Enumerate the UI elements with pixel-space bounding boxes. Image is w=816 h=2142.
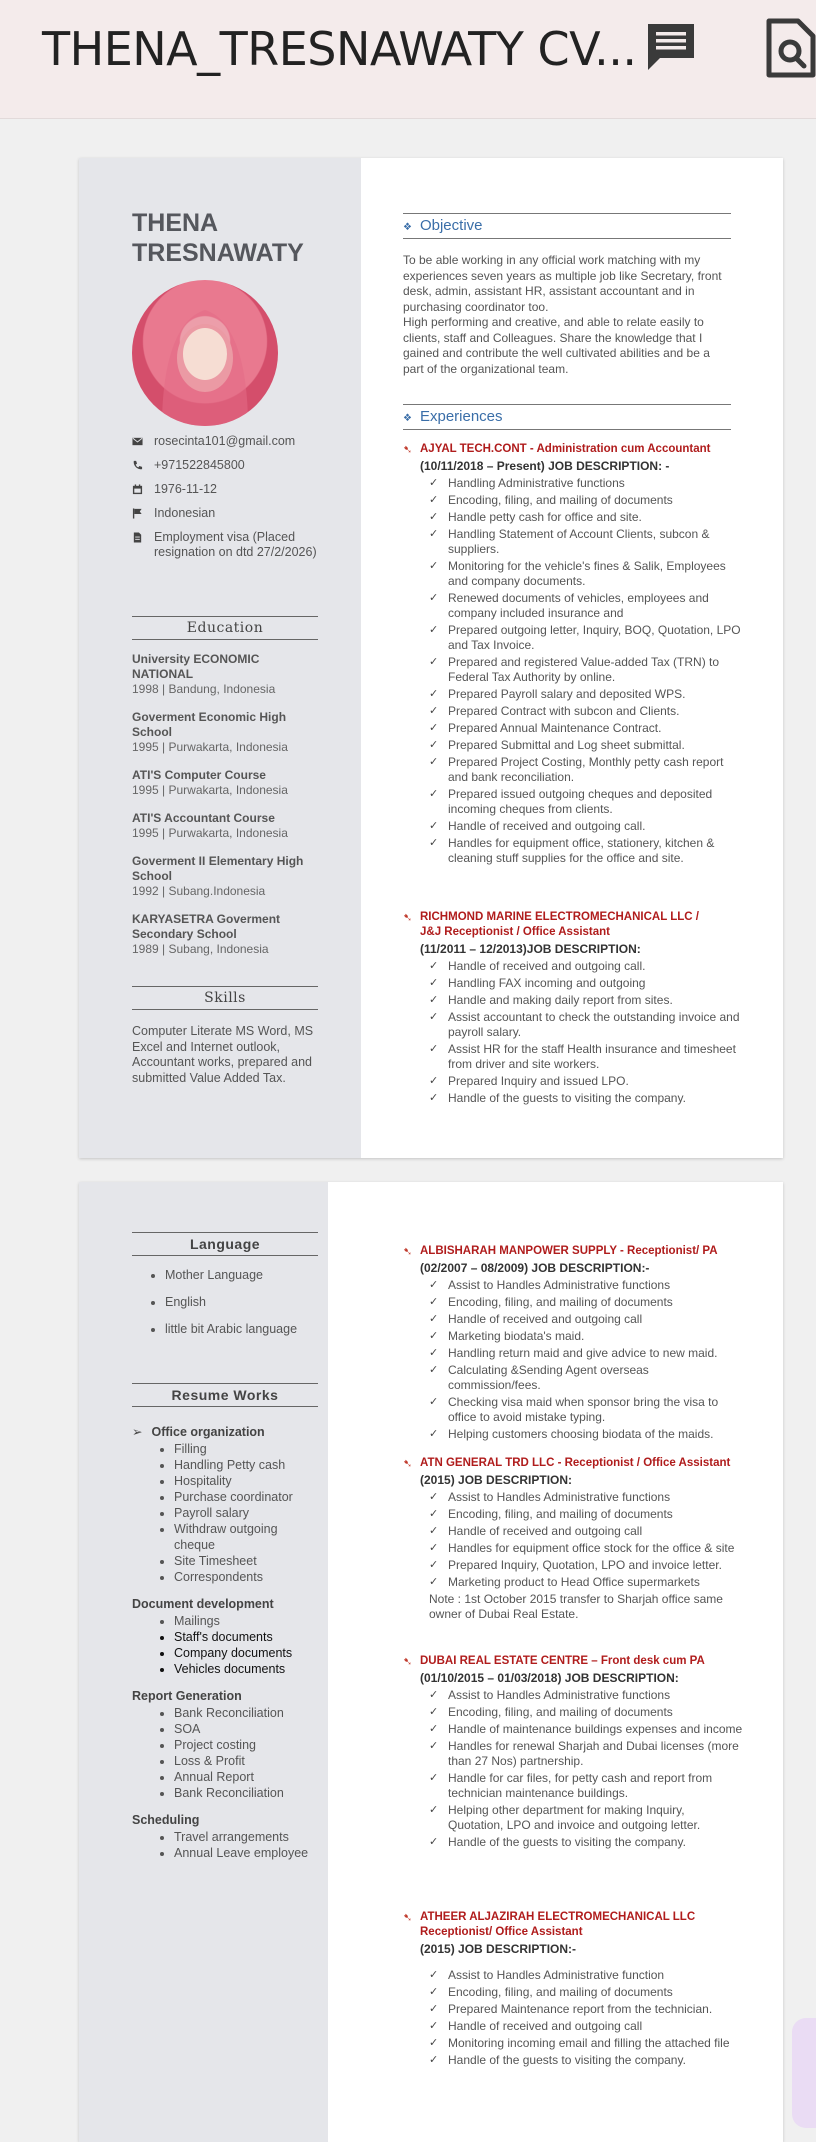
arrow-bullet-icon: ➷	[403, 1458, 413, 1470]
resume-item: • Site Timesheet	[174, 1553, 318, 1569]
app-bar	[0, 0, 816, 119]
objective-heading-text: Objective	[419, 217, 483, 234]
document-title: THENA_TRESNAWATY CV...	[42, 22, 637, 76]
education-meta: 1995 | Purwakarta, Indonesia	[132, 826, 288, 840]
language-item: • little bit Arabic language	[165, 1322, 318, 1337]
skills-heading: Skills	[132, 986, 318, 1010]
language-heading: Language	[132, 1232, 318, 1256]
resume-item: • Withdraw outgoing cheque	[174, 1521, 318, 1553]
duty-item: ✓ Assist to Handles Administrative functions	[429, 1278, 743, 1293]
duty-item: ✓ Handles for equipment office, stationery, kitchen & cleaning stuff supplies for the office and site.	[429, 836, 743, 866]
duty-item: ✓ Assist to Handles Administrative function	[429, 1968, 743, 1983]
education-item	[132, 912, 322, 957]
sidebar	[79, 158, 361, 1158]
resume-item: • Payroll salary	[174, 1505, 318, 1521]
resume-works	[132, 1420, 318, 1873]
contact-email	[132, 434, 322, 449]
resume-item: • Bank Reconciliation	[174, 1705, 318, 1721]
resume-category: Scheduling	[132, 1813, 200, 1827]
resume-item: • Mailings	[174, 1613, 318, 1629]
duty-item: ✓ Handling Statement of Account Clients, subcon & suppliers.	[429, 527, 743, 557]
job-company: AJYAL TECH.CONT - Administration cum Accountant	[420, 443, 711, 455]
duty-item: ✓ Renewed documents of vehicles, employees and company included insurance and	[429, 591, 743, 621]
duty-list	[403, 1968, 743, 2068]
education-item	[132, 768, 322, 798]
job-company: ATN GENERAL TRD LLC - Receptionist / Office Assistant	[420, 1457, 731, 1469]
resume-item: • Travel arrangements	[174, 1829, 318, 1845]
education-heading: Education	[132, 616, 318, 640]
contact-email-text: rosecinta101@gmail.com	[154, 434, 296, 448]
duty-item: ✓ Handle for car files, for petty cash and report from technician maintenance buildings.	[429, 1771, 743, 1801]
duty-item: ✓ Encoding, filing, and mailing of documents	[429, 1985, 743, 2000]
duty-list	[403, 1490, 743, 1590]
duty-item: ✓ Calculating &Sending Agent overseas commission/fees.	[429, 1363, 743, 1393]
job-period: (01/10/2015 – 01/03/2018) JOB DESCRIPTION:	[420, 1671, 679, 1685]
job-note: Note : 1st October 2015 transfer to Sharjah office same owner of Dubai Real Estate.	[429, 1592, 723, 1621]
education-title: KARYASETRA Goverment Secondary School	[132, 912, 281, 941]
duty-list	[403, 1688, 743, 1850]
duty-item: ✓ Handle and making daily report from sites.	[429, 993, 743, 1008]
contact-list	[132, 434, 322, 569]
duty-item: ✓ Prepared Payroll salary and deposited WPS.	[429, 687, 743, 702]
job-company: DUBAI REAL ESTATE CENTRE – Front desk cum PA	[420, 1655, 705, 1667]
duty-item: ✓ Handling return maid and give advice to new maid.	[429, 1346, 743, 1361]
duty-item: ✓ Prepared outgoing letter, Inquiry, BOQ, Quotation, LPO and Tax Invoice.	[429, 623, 743, 653]
education-meta: 1995 | Purwakarta, Indonesia	[132, 740, 288, 754]
contact-nationality	[132, 506, 322, 521]
duty-item: ✓ Handle of received and outgoing call	[429, 2019, 743, 2034]
education-title: ATI'S Computer Course	[132, 768, 266, 782]
contact-nationality-text: Indonesian	[154, 506, 216, 520]
education-meta: 1998 | Bandung, Indonesia	[132, 682, 276, 696]
contact-phone-text: +971522845800	[154, 458, 245, 472]
duty-item: ✓ Marketing product to Head Office supermarkets	[429, 1575, 743, 1590]
job-company: RICHMOND MARINE ELECTROMECHANICAL LLC / J&J Receptionist / Office Assistant	[420, 911, 699, 938]
duty-item: ✓ Handle of the guests to visiting the company.	[429, 1835, 743, 1850]
duty-item: ✓ Helping other department for making Inquiry, Quotation, LPO and invoice and outgoing letter.	[429, 1803, 743, 1833]
email-icon	[132, 436, 143, 447]
resume-item: • Filling	[174, 1441, 318, 1457]
job-entry	[403, 442, 743, 868]
duty-item: ✓ Checking visa maid when sponsor bring the visa to office to avoid mistake typing.	[429, 1395, 743, 1425]
duty-item: ✓ Assist to Handles Administrative functions	[429, 1688, 743, 1703]
duty-item: ✓ Assist to Handles Administrative functions	[429, 1490, 743, 1505]
resume-category: Document development	[132, 1597, 274, 1611]
duty-item: ✓ Handles for renewal Sharjah and Dubai licenses (more than 27 Nos) partnership.	[429, 1739, 743, 1769]
search-document-icon[interactable]	[766, 18, 816, 78]
resume-item: • Handling Petty cash	[174, 1457, 318, 1473]
arrow-bullet-icon: ➷	[403, 1912, 413, 1924]
contact-birthdate	[132, 482, 322, 497]
resume-item: • Company documents	[174, 1645, 318, 1661]
duty-item: ✓ Encoding, filing, and mailing of documents	[429, 1705, 743, 1720]
resume-item: • Correspondents	[174, 1569, 318, 1585]
duty-item: ✓ Handle of received and outgoing call	[429, 1312, 743, 1327]
profile-photo	[132, 280, 278, 426]
diamond-bullet-icon: ❖	[403, 222, 412, 233]
duty-item: ✓ Marketing biodata's maid.	[429, 1329, 743, 1344]
education-meta: 1995 | Purwakarta, Indonesia	[132, 783, 288, 797]
resume-works-heading: Resume Works	[132, 1383, 318, 1407]
job-period: (10/11/2018 – Present) JOB DESCRIPTION: -	[420, 459, 670, 473]
duty-item: ✓ Monitoring for the vehicle's fines & Salik, Employees and company documents.	[429, 559, 743, 589]
resume-item: • Annual Report	[174, 1769, 318, 1785]
duty-item: ✓ Handles for equipment office stock for the office & site	[429, 1541, 743, 1556]
education-list	[132, 652, 322, 970]
duty-item: ✓ Prepared Inquiry, Quotation, LPO and invoice letter.	[429, 1558, 743, 1573]
duty-list	[403, 476, 743, 866]
resume-item: • Purchase coordinator	[174, 1489, 318, 1505]
resume-item-list	[132, 1705, 318, 1801]
duty-item: ✓ Encoding, filing, and mailing of documents	[429, 1295, 743, 1310]
duty-list	[403, 1278, 743, 1442]
education-meta: 1992 | Subang.Indonesia	[132, 884, 266, 898]
job-period: (02/2007 – 08/2009) JOB DESCRIPTION:-	[420, 1261, 650, 1275]
duty-item: ✓ Prepared Inquiry and issued LPO.	[429, 1074, 743, 1089]
education-title: Goverment II Elementary High School	[132, 854, 304, 883]
resume-category: ➢ Office organization	[132, 1424, 318, 1439]
experiences-heading	[403, 404, 731, 430]
resume-item: • Loss & Profit	[174, 1753, 318, 1769]
flag-icon	[132, 508, 143, 519]
objective-heading	[403, 213, 731, 239]
language-item: • Mother Language	[165, 1268, 318, 1283]
arrow-bullet-icon: ➷	[403, 912, 413, 924]
objective-text: To be able working in any official work matching with my experiences seven years as multiple job like Secretary, front desk, admin, assistant HR, assistant accountant and in purchasing coordinator too. High performing and creative, and able to relate easily to clients, staff and Colleagues. Share the knowledge that I gained and contribute the well cultivated abilities and be a part of the organizational team.	[403, 253, 722, 376]
contact-phone	[132, 458, 322, 473]
resume-item: • Project costing	[174, 1737, 318, 1753]
resume-item-list	[132, 1613, 318, 1677]
resume-item: • Annual Leave employee	[174, 1845, 318, 1861]
resume-item-list	[132, 1829, 318, 1861]
language-item: • English	[165, 1295, 318, 1310]
document-icon	[132, 532, 143, 543]
contact-visa	[132, 530, 322, 560]
duty-item: ✓ Encoding, filing, and mailing of documents	[429, 493, 743, 508]
resume-item: • Staff's documents	[174, 1629, 318, 1645]
duty-item: ✓ Prepared Annual Maintenance Contract.	[429, 721, 743, 736]
job-company: ATHEER ALJAZIRAH ELECTROMECHANICAL LLC Receptionist/ Office Assistant	[420, 1911, 696, 1938]
contact-birthdate-text: 1976-11-12	[154, 482, 218, 496]
duty-item: ✓ Handle of received and outgoing call	[429, 1524, 743, 1539]
diamond-bullet-icon: ❖	[403, 413, 412, 424]
arrow-bullet-icon: ➷	[403, 1656, 413, 1668]
duty-item: ✓ Handle petty cash for office and site.	[429, 510, 743, 525]
job-entry	[403, 1456, 743, 1622]
job-period: (2015) JOB DESCRIPTION:	[420, 1473, 573, 1487]
experiences-heading-text: Experiences	[419, 408, 503, 425]
duty-item: ✓ Handle of the guests to visiting the company.	[429, 1091, 743, 1106]
duty-item: ✓ Prepared issued outgoing cheques and deposited incoming cheques from clients.	[429, 787, 743, 817]
floating-action-edge[interactable]	[792, 2018, 816, 2128]
cv-page-1	[79, 158, 783, 1158]
resume-item: • Bank Reconciliation	[174, 1785, 318, 1801]
education-item	[132, 811, 322, 841]
job-entry	[403, 1910, 743, 2070]
job-period: (2015) JOB DESCRIPTION:-	[420, 1942, 577, 1956]
resume-item: • Vehicles documents	[174, 1661, 318, 1677]
job-entry	[403, 1654, 743, 1852]
skills-text: Computer Literate MS Word, MS Excel and Internet outlook, Accountant works, prepared and submitted Value Added Tax.	[132, 1024, 314, 1085]
duty-item: ✓ Prepared Contract with subcon and Clients.	[429, 704, 743, 719]
duty-item: ✓ Handle of received and outgoing call.	[429, 959, 743, 974]
job-company: ALBISHARAH MANPOWER SUPPLY - Receptionist/ PA	[420, 1245, 718, 1257]
education-title: ATI'S Accountant Course	[132, 811, 275, 825]
education-item	[132, 854, 322, 899]
candidate-name: THENA TRESNAWATY	[132, 209, 304, 267]
duty-item: ✓ Assist accountant to check the outstanding invoice and payroll salary.	[429, 1010, 743, 1040]
comment-icon[interactable]	[644, 18, 700, 74]
job-entry	[403, 910, 743, 1108]
language-list	[132, 1268, 318, 1349]
contact-visa-text: Employment visa (Placed resignation on dtd 27/2/2026)	[154, 530, 317, 559]
duty-item: ✓ Prepared Maintenance report from the technician.	[429, 2002, 743, 2017]
duty-item: ✓ Handling Administrative functions	[429, 476, 743, 491]
education-item	[132, 710, 322, 755]
resume-item-list	[132, 1441, 318, 1585]
phone-icon	[132, 460, 143, 471]
job-entry	[403, 1244, 743, 1444]
education-title: Goverment Economic High School	[132, 710, 287, 739]
calendar-icon	[132, 484, 143, 495]
arrow-bullet-icon: ➷	[403, 1246, 413, 1258]
duty-item: ✓ Prepared Submittal and Log sheet submittal.	[429, 738, 743, 753]
duty-item: ✓ Monitoring incoming email and filling the attached file	[429, 2036, 743, 2051]
duty-item: ✓ Handle of received and outgoing call.	[429, 819, 743, 834]
cv-page-2	[79, 1182, 783, 2142]
resume-item: • SOA	[174, 1721, 318, 1737]
duty-item: ✓ Handle of maintenance buildings expenses and income	[429, 1722, 743, 1737]
duty-item: ✓ Helping customers choosing biodata of the maids.	[429, 1427, 743, 1442]
resume-category: Report Generation	[132, 1689, 242, 1703]
duty-item: ✓ Encoding, filing, and mailing of documents	[429, 1507, 743, 1522]
duty-item: ✓ Prepared and registered Value-added Tax (TRN) to Federal Tax Authority by online.	[429, 655, 743, 685]
education-meta: 1989 | Subang, Indonesia	[132, 942, 269, 956]
arrow-bullet-icon: ➷	[403, 444, 413, 456]
education-item	[132, 652, 322, 697]
duty-item: ✓ Handling FAX incoming and outgoing	[429, 976, 743, 991]
education-title: University ECONOMIC NATIONAL	[132, 652, 260, 681]
duty-list	[403, 959, 743, 1106]
duty-item: ✓ Handle of the guests to visiting the company.	[429, 2053, 743, 2068]
job-period: (11/2011 – 12/2013)JOB DESCRIPTION:	[420, 942, 641, 956]
sidebar	[79, 1182, 328, 2142]
duty-item: ✓ Assist HR for the staff Health insurance and timesheet from driver and site workers.	[429, 1042, 743, 1072]
resume-item: • Hospitality	[174, 1473, 318, 1489]
duty-item: ✓ Prepared Project Costing, Monthly petty cash report and bank reconciliation.	[429, 755, 743, 785]
